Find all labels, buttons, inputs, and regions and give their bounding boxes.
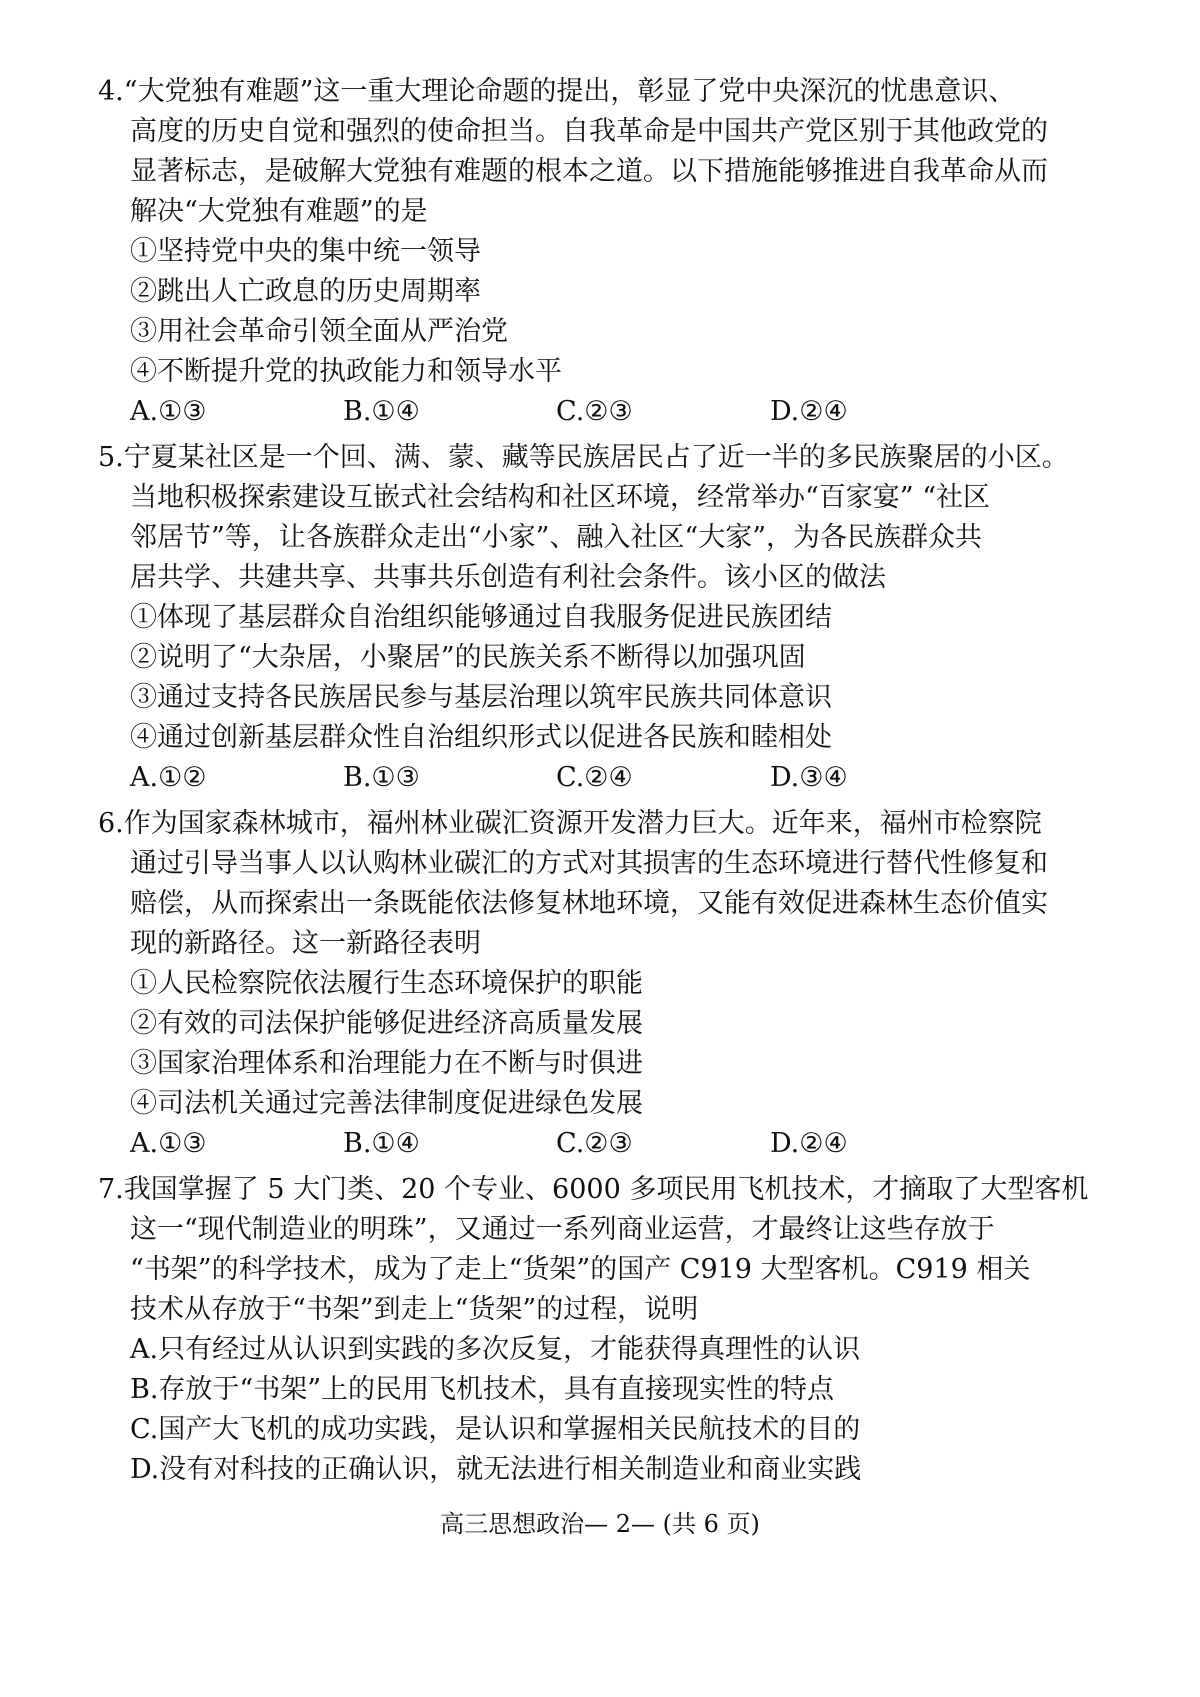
question-number: 6. [98,808,124,839]
statement-3: ③通过支持各民族居民参与基层治理以筑牢民族共同体意识 [130,682,832,713]
statement-1: ①体现了基层群众自治组织能够通过自我服务促进民族团结 [130,602,832,633]
statement-1: ①人民检察院依法履行生态环境保护的职能 [130,968,643,999]
statement-1: ①坚持党中央的集中统一领导 [130,236,481,267]
statement-2: ②有效的司法保护能够促进经济高质量发展 [130,1008,643,1039]
statement-3: ③用社会革命引领全面从严治党 [130,316,508,347]
choice-c: C.②③ [556,396,633,427]
page-footer: 高三思想政治— 2— (共 6 页) [440,1510,760,1538]
choice-b: B.①④ [343,396,420,427]
answer-choices [98,758,1158,798]
question-number: 7. [98,1174,124,1205]
choice-d: D.②④ [770,396,848,427]
choice-c: C.②④ [556,762,633,793]
statement-4: ④通过创新基层群众性自治组织形式以促进各民族和睦相处 [130,722,832,753]
question-stem-line: 解决“大党独有难题”的是 [130,196,428,227]
question-stem-line: 这一“现代制造业的明珠”，又通过一系列商业运营，才最终让这些存放于 [130,1214,995,1245]
question-stem-line: 赔偿，从而探索出一条既能依法修复林地环境，又能有效促进森林生态价值实 [130,888,1048,919]
choice-b: B.①④ [343,1128,420,1159]
question-stem-line: 4.“大党独有难题”这一重大理论命题的提出，彰显了党中央深沉的忧患意识、 [98,76,1016,107]
choice-d: D.②④ [770,1128,848,1159]
statement-4: ④司法机关通过完善法律制度促进绿色发展 [130,1088,643,1119]
question-number: 5. [98,442,124,473]
choice-a: A.①② [130,762,207,793]
choice-c: C.国产大飞机的成功实践，是认识和掌握相关民航技术的目的 [130,1414,861,1445]
question-stem-line: 通过引导当事人以认购林业碳汇的方式对其损害的生态环境进行替代性修复和 [130,848,1048,879]
choice-a: A.只有经过从认识到实践的多次反复，才能获得真理性的认识 [130,1334,861,1365]
choice-c: C.②③ [556,1128,633,1159]
choice-b: B.①③ [343,762,420,793]
question-stem-line: 居共学、共建共享、共事共乐创造有利社会条件。该小区的做法 [130,562,886,593]
statement-4: ④不断提升党的执政能力和领导水平 [130,356,562,387]
choice-a: A.①③ [130,1128,207,1159]
question-stem-line: 5.宁夏某社区是一个回、满、蒙、藏等民族居民占了近一半的多民族聚居的小区。 [98,442,1069,473]
question-stem-line: 当地积极探索建设互嵌式社会结构和社区环境，经常举办“百家宴” “社区 [130,482,990,513]
answer-choices [98,392,1158,432]
choice-a: A.①③ [130,396,207,427]
statement-2: ②说明了“大杂居，小聚居”的民族关系不断得以加强巩固 [130,642,806,673]
question-stem-line: 显著标志，是破解大党独有难题的根本之道。以下措施能够推进自我革命从而 [130,156,1048,187]
statement-2: ②跳出人亡政息的历史周期率 [130,276,481,307]
question-4 [98,72,1158,432]
question-number: 4. [98,76,124,107]
question-5 [98,438,1158,798]
question-stem-line: “书架”的科学技术，成为了走上“货架”的国产 C919 大型客机。C919 相关 [130,1254,1031,1285]
question-stem-line: 邻居节”等，让各族群众走出“小家”、融入社区“大家”，为各民族群众共 [130,522,983,553]
question-stem-line: 7.我国掌握了 5 大门类、20 个专业、6000 多项民用飞机技术，才摘取了大型客机 [98,1174,1089,1205]
question-6 [98,804,1158,1164]
question-stem-line: 6.作为国家森林城市，福州林业碳汇资源开发潜力巨大。近年来，福州市检察院 [98,808,1042,839]
statement-3: ③国家治理体系和治理能力在不断与时俱进 [130,1048,643,1079]
question-stem-line: 高度的历史自觉和强烈的使命担当。自我革命是中国共产党区别于其他政党的 [130,116,1048,147]
choice-b: B.存放于“书架”上的民用飞机技术，具有直接现实性的特点 [130,1374,835,1405]
question-stem-line: 技术从存放于“书架”到走上“货架”的过程，说明 [130,1294,699,1325]
answer-choices [98,1124,1158,1164]
choice-d: D.没有对科技的正确认识，就无法进行相关制造业和商业实践 [130,1454,862,1485]
question-stem-line: 现的新路径。这一新路径表明 [130,928,481,959]
question-7 [98,1170,1158,1490]
choice-d: D.③④ [770,762,848,793]
